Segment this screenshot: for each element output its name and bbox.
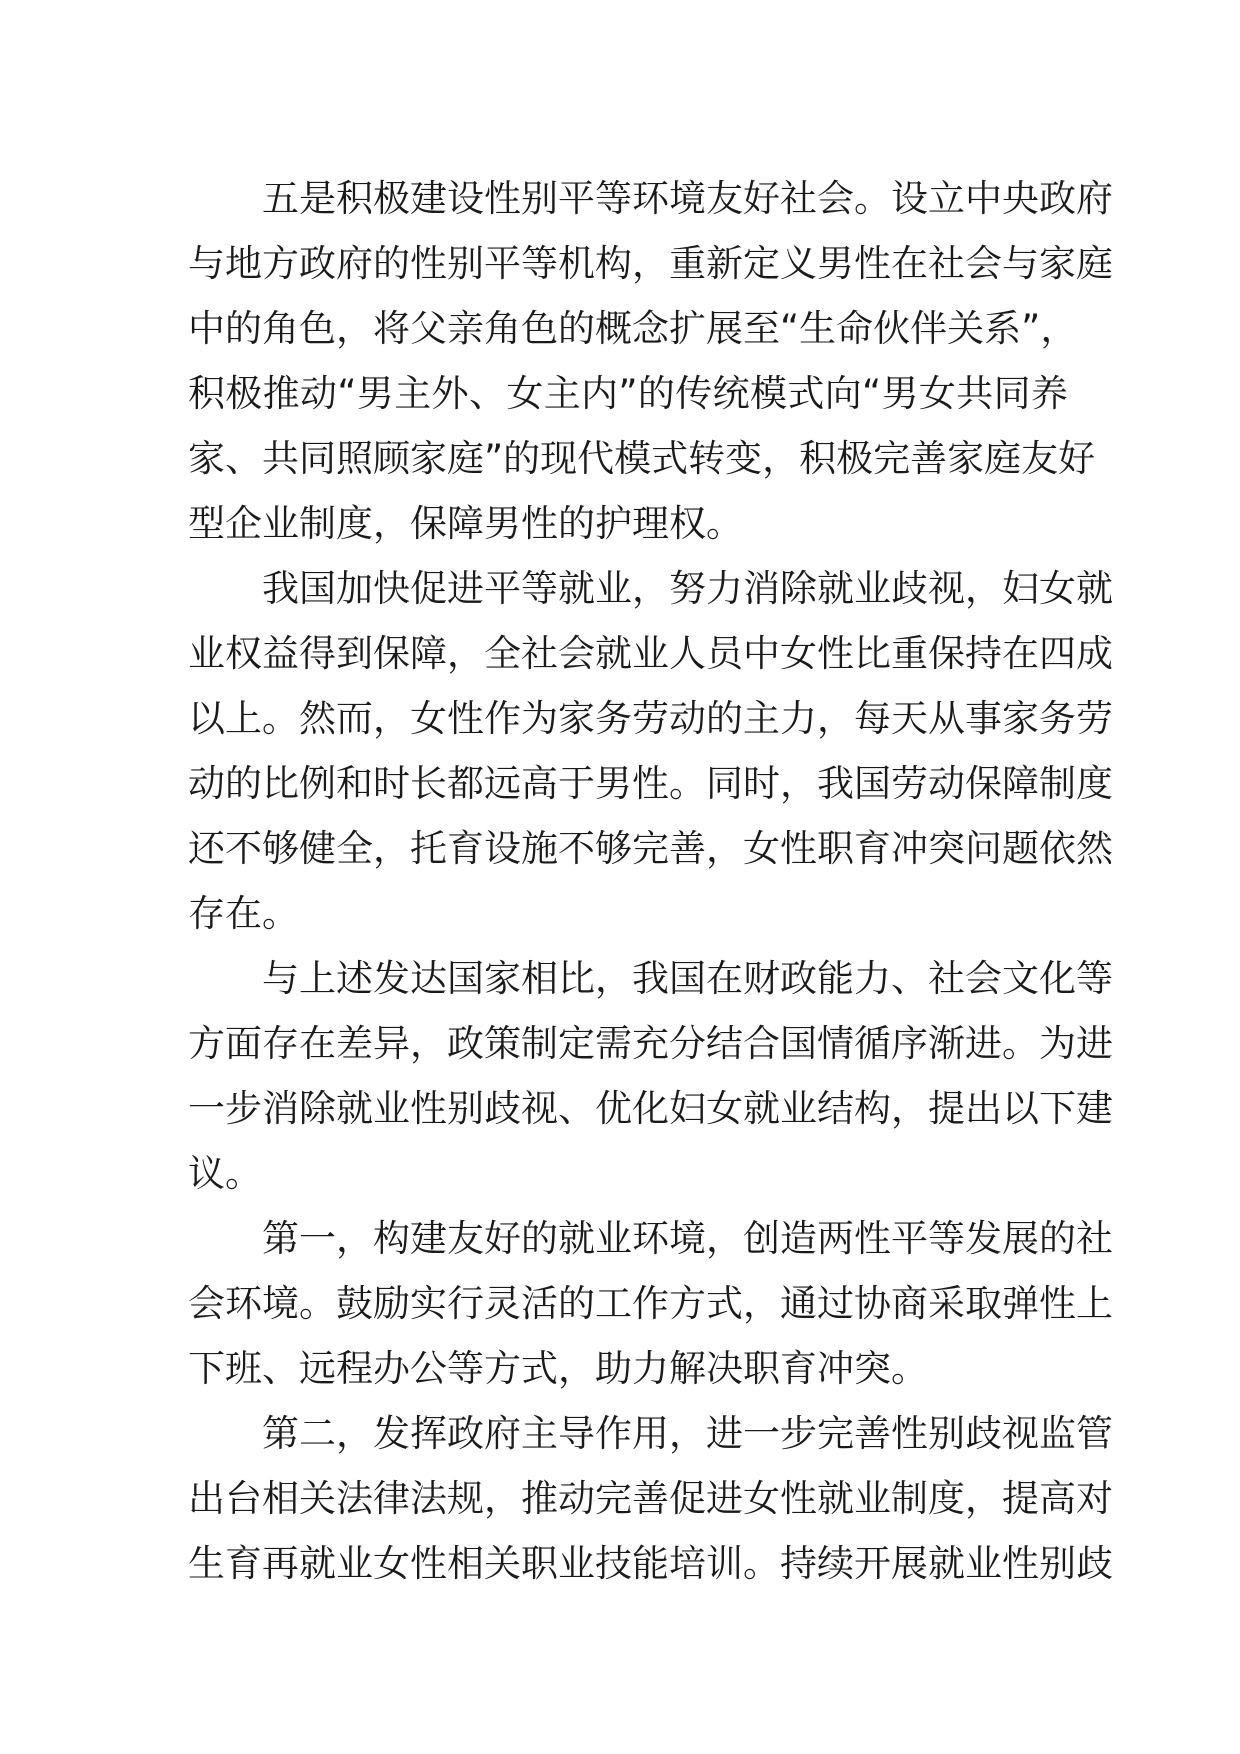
- text-line: 下班、远程办公等方式，助力解决职育冲突。: [188, 1347, 928, 1390]
- text-line: 以上。然而，女性作为家务劳动的主力，每天从事家务劳: [188, 697, 1113, 740]
- text-line: 一步消除就业性别歧视、优化妇女就业结构，提出以下建: [188, 1087, 1113, 1130]
- text-line: 会环境。鼓励实行灵活的工作方式，通过协商采取弹性上: [188, 1282, 1113, 1325]
- text-line: 业权益得到保障，全社会就业人员中女性比重保持在四成: [188, 632, 1113, 675]
- text-line: 方面存在差异，政策制定需充分结合国情循序渐进。为进: [188, 1022, 1113, 1065]
- text-line: 第二，发挥政府主导作用，进一步完善性别歧视监管: [262, 1412, 1113, 1455]
- text-line: 出台相关法律法规，推动完善促进女性就业制度，提高对: [188, 1477, 1113, 1520]
- text-line: 议。: [188, 1152, 262, 1195]
- text-line: 与上述发达国家相比，我国在财政能力、社会文化等: [262, 957, 1113, 1000]
- text-line: 存在。: [188, 892, 299, 935]
- paragraph-china-employment: [188, 556, 1113, 946]
- text-line: 第一，构建友好的就业环境，创造两性平等发展的社: [262, 1217, 1113, 1260]
- text-line: 积极推动“男主外、女主内”的传统模式向“男女共同养: [188, 372, 1068, 415]
- text-line: 还不够健全，托育设施不够完善，女性职育冲突问题依然: [188, 827, 1113, 870]
- text-line: 五是积极建设性别平等环境友好社会。设立中央政府: [262, 177, 1113, 220]
- text-line: 我国加快促进平等就业，努力消除就业歧视，妇女就: [262, 567, 1113, 610]
- text-line: 动的比例和时长都远高于男性。同时，我国劳动保障制度: [188, 762, 1113, 805]
- paragraph-suggestion-second: [188, 1401, 1113, 1596]
- paragraph-gender-equality-society: [188, 166, 1113, 556]
- paragraph-suggestion-first: [188, 1206, 1113, 1401]
- paragraph-comparison: [188, 946, 1113, 1206]
- text-line: 与地方政府的性别平等机构，重新定义男性在社会与家庭: [188, 242, 1113, 285]
- text-line: 家、共同照顾家庭”的现代模式转变，积极完善家庭友好: [188, 437, 1096, 480]
- text-line: 型企业制度，保障男性的护理权。: [188, 502, 743, 545]
- body-text: [188, 166, 1113, 1596]
- text-line: 中的角色，将父亲角色的概念扩展至“生命伙伴关系”，: [188, 307, 1078, 350]
- text-line: 生育再就业女性相关职业技能培训。持续开展就业性别歧: [188, 1542, 1113, 1585]
